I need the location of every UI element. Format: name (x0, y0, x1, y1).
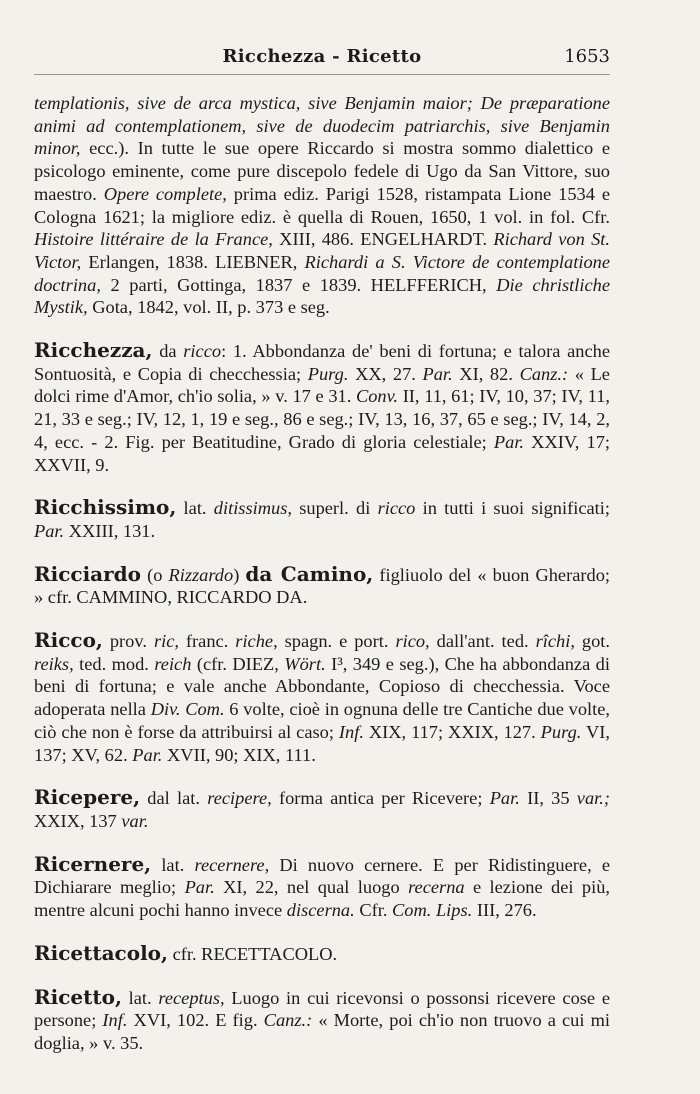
text: III, 276. (472, 900, 537, 921)
text: XXIII, 131. (64, 520, 156, 541)
text: lat. (121, 987, 159, 1008)
text: forma antica per Ricevere; (271, 788, 490, 809)
italic: Par. (34, 520, 65, 541)
headword: Ricetto, (34, 984, 122, 1009)
text: ted. mod. (73, 653, 155, 674)
text: XX, 27. (348, 363, 423, 384)
italic: ricco (183, 341, 222, 362)
text: franc. (178, 631, 236, 652)
text: ecc.). In tutte le sue opere Riccardo si mostra sommo dialettico e psicologo eminente, come pure discepolo fedele di Ugo da San Vittore, suo maestro. (34, 138, 610, 204)
page-number: 1653 (564, 46, 610, 67)
text: XXIV, 17; XXVII, 9. (34, 431, 610, 475)
text: Cfr. (354, 900, 393, 921)
entry-ricettacolo (34, 942, 610, 966)
italic: Com. Lips. (392, 900, 473, 921)
text: Gota, 1842, vol. II, p. 373 e seg. (87, 297, 330, 318)
italic: rîchi, (535, 631, 575, 652)
headword: Ricciardo (34, 561, 141, 586)
page-body (34, 92, 610, 1055)
italic: recipere, (207, 788, 272, 809)
text: II, 11, 61; IV, 10, 37; IV, 11, 21, 33 e seg.; IV, 12, 1, 19 e seg., 86 e seg.; IV, 13, 16, 37, 65 e seg.; IV, 14, 2, 4, ecc. - 2. Fig. per Beatitudine, Grado di gloria celestiale; (34, 386, 610, 452)
italic: reich (154, 653, 192, 674)
text: 2 parti, Gottinga, 1837 e 1839. HELFFERICH, (100, 274, 497, 295)
italic: recernere, (194, 854, 270, 875)
text: Erlangen, 1838. LIEBNER, (81, 251, 305, 272)
entry-ricernere (34, 853, 610, 922)
text: XVI, 102. E fig. (127, 1010, 264, 1031)
title-italic: Richardi a S. Victore de contemplatione doctrina, (34, 251, 610, 295)
entry-ricepere (34, 786, 610, 832)
text: in tutti i suoi significati; (415, 498, 610, 519)
italic: Wört. (284, 653, 326, 674)
italic: Canz.: (263, 1010, 313, 1031)
italic: ricco (377, 498, 416, 519)
entry-ricetto (34, 986, 610, 1055)
italic: Conv. (355, 386, 399, 407)
text: spagn. e port. (277, 631, 396, 652)
header-rule (34, 74, 610, 75)
italic: Canz.: (519, 363, 569, 384)
italic: Par. (132, 744, 163, 765)
text: VI, 137; XV, 62. (34, 721, 610, 765)
headword: Ricchezza, (34, 338, 153, 363)
headword: Ricepere, (34, 785, 141, 810)
text: (cfr. DIEZ, (191, 653, 285, 674)
text: lat. (151, 854, 195, 875)
italic: Rizzardo (168, 564, 234, 585)
text: e lezione dei più, mentre alcuni pochi hanno invece (34, 877, 610, 921)
headword: Ricernere, (34, 851, 152, 876)
text: II, 35 (519, 788, 577, 809)
text: ) (233, 564, 246, 585)
italic: var. (121, 810, 149, 831)
headword-continued: da Camino, (245, 561, 374, 586)
italic: Purg. (307, 363, 349, 384)
text: « Morte, poi ch'io non truovo a cui mi doglia, » v. 35. (34, 1010, 610, 1053)
text: XI, 22, nel qual luogo (214, 877, 409, 898)
running-header (34, 46, 610, 72)
text: XI, 82. (452, 363, 520, 384)
text: XXIX, 137 (34, 810, 122, 831)
text: 6 volte, cioè in ognuna delle tre Cantiche due volte, ciò che non è forse da attribuirsi al caso; (34, 699, 610, 742)
entry-ricchissimo (34, 496, 610, 542)
text: dal lat. (140, 788, 208, 809)
italic: Div. Com. (150, 699, 225, 720)
title-italic: Histoire littéraire de la France, (34, 229, 273, 250)
italic: reiks, (34, 653, 74, 674)
headword: Ricettacolo, (34, 940, 168, 965)
continued-entry-text (34, 92, 610, 319)
italic: rico, (395, 631, 430, 652)
text: XIX, 117; XXIX, 127. (363, 721, 541, 742)
italic: Par. (422, 363, 453, 384)
italic: ric, (153, 631, 179, 652)
headword: Ricco, (34, 628, 103, 653)
entry-ricciardo (34, 563, 610, 609)
title-italic: Opere complete, (103, 183, 227, 204)
text: prima ediz. Parigi 1528, ristampata Lione 1534 e Cologna 1621; la migliore ediz. è quella di Rouen, 1650, 1 vol. in fol. Cfr. (34, 183, 610, 227)
text: cfr. RECETTACOLO. (167, 943, 338, 964)
text: lat. (176, 498, 214, 519)
italic: receptus, (158, 987, 225, 1008)
text: da (152, 341, 184, 362)
text: (o (141, 564, 169, 585)
text: « Le dolci rime d'Amor, ch'io solia, » v. 17 e 31. (34, 363, 610, 407)
italic: Inf. (338, 721, 364, 742)
entry-ricchezza (34, 339, 610, 476)
title-italic: templationis, sive de arca mystica, sive Benjamin maior; De præparatione animi ad contemplationem, sive de duodecim patriarchis, sive Benjamin minor, (34, 93, 610, 159)
text: superl. di (291, 498, 378, 519)
italic: discerna. (286, 900, 355, 921)
text: figliuolo del « buon Gherardo; » cfr. CAMMINO, RICCARDO DA. (34, 564, 611, 608)
italic: recerna (408, 877, 465, 898)
page-title: Ricchezza - Ricetto (222, 46, 422, 67)
text: XIII, 486. ENGELHARDT. (272, 229, 494, 250)
italic: Par. (184, 877, 215, 898)
italic: Inf. (102, 1010, 128, 1031)
headword: Ricchissimo, (34, 495, 177, 520)
text: got. (574, 631, 611, 652)
text: dall'ant. ted. (429, 631, 536, 652)
italic: Par. (493, 431, 525, 452)
text: prov. (102, 631, 154, 652)
italic: Par. (489, 788, 520, 809)
text: XVII, 90; XIX, 111. (162, 744, 316, 765)
italic: ditissimus, (213, 498, 292, 519)
italic: var.; (576, 788, 610, 809)
text: Luogo in cui ricevonsi o possonsi ricevere cose e persone; (34, 987, 610, 1031)
text: Di nuovo cernere. E per Ridistinguere, e Dichiarare meglio; (34, 854, 611, 898)
italic: Purg. (540, 721, 582, 742)
italic: riche, (235, 631, 278, 652)
text: I³, 349 e seg.), Che ha abbondanza di beni di fortuna; e vale anche Abbondante, Copioso di checchessia. Voce adoperata nella (34, 653, 610, 720)
text: : 1. Abbondanza de' beni di fortuna; e talora anche Sontuosità, e Copia di checchessia; (34, 341, 611, 384)
entry-ricco (34, 629, 610, 766)
title-italic: Die christliche Mystik, (34, 274, 610, 318)
title-italic: Richard von St. Victor, (34, 229, 610, 272)
